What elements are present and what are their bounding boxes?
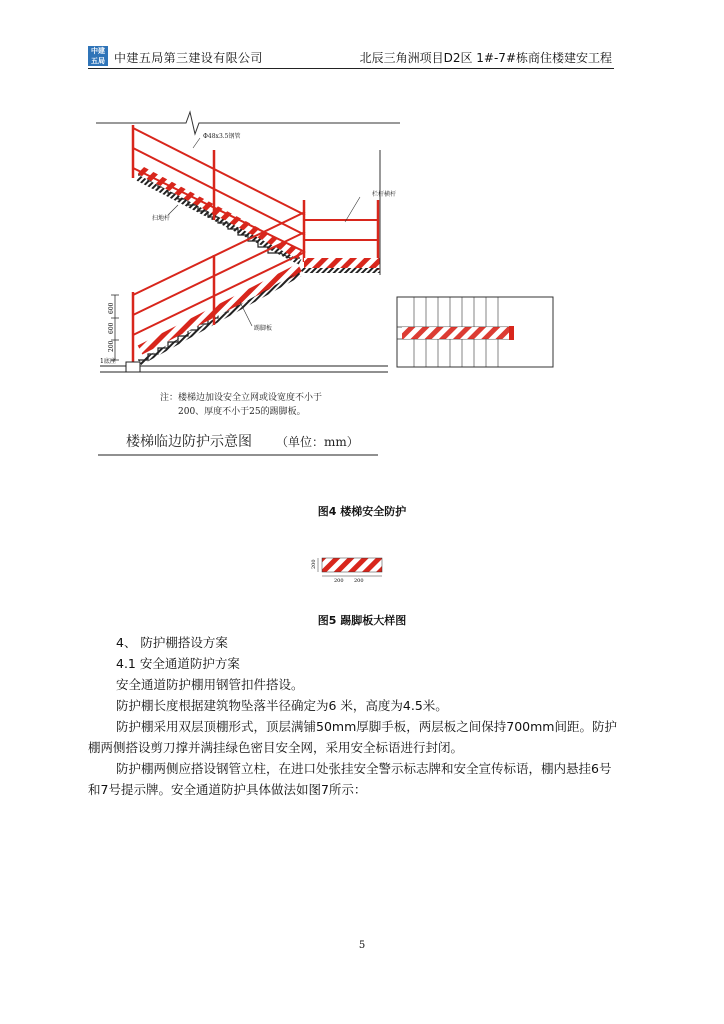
logo-text-top: 中建	[91, 47, 105, 55]
toe-label: 踢脚板	[254, 325, 273, 332]
paragraph-2: 防护棚长度根据建筑物坠落半径确定为6 米，高度为4.5米。	[116, 698, 448, 713]
lower-flight	[138, 268, 300, 363]
drawing-unit-text: （单位：mm）	[276, 435, 359, 449]
plan-view	[397, 297, 553, 367]
detail-width-label-1: 200	[334, 578, 344, 584]
landing	[300, 150, 380, 275]
floor-label: 1底座	[100, 358, 116, 365]
paragraph-4: 防护棚两侧应搭设钢管立柱，在进口处张挂安全警示标志牌和安全宣传标语，棚内悬挂6号和7号提示牌。安全通道防护具体做法如图7所示：	[88, 761, 612, 797]
drawing-labels	[152, 132, 396, 332]
dim-label-3: 600	[108, 302, 115, 314]
section-heading: 4、 防护棚搭设方案	[116, 635, 228, 650]
break-line	[96, 112, 400, 134]
detail-width-label-2: 200	[354, 578, 364, 584]
dim-label-2: 600	[108, 322, 115, 334]
paragraph-3: 防护棚采用双层顶棚形式，顶层满铺50mm厚脚手板，两层板之间保持700mm间距。防护棚两侧搭设剪刀撑并满挂绿色密目安全网，采用安全标语进行封闭。	[88, 719, 617, 755]
company-name: 中建五局第三建设有限公司	[114, 51, 263, 65]
note-line-2: 200、厚度不小于25的踢脚板。	[178, 407, 306, 417]
project-name: 北辰三角洲项目D2区 1#-7#栋商住楼建安工程	[359, 51, 612, 65]
dim-label-1: 200	[108, 340, 115, 352]
pipe-label: Φ48x3.5钢管	[203, 133, 241, 140]
page-number: 5	[358, 940, 366, 951]
stair-protection-figure	[0, 0, 724, 470]
paragraph-1: 安全通道防护棚用钢管扣件搭设。	[116, 677, 304, 692]
body-text	[88, 632, 618, 800]
figure-note	[160, 391, 322, 417]
figure4-caption: 图4 楼梯安全防护	[317, 505, 407, 518]
figure5-caption: 图5 踢脚板大样图	[317, 614, 407, 627]
rail-label: 栏杆横杆	[372, 191, 397, 198]
subsection-heading: 4.1 安全通道防护方案	[116, 656, 240, 671]
drawing-title	[98, 433, 378, 455]
height-dimension	[100, 295, 119, 365]
drawing-title-text: 楼梯临边防护示意图	[126, 434, 252, 450]
detail-height-label: 200	[311, 559, 317, 569]
post-label: 扫地杆	[152, 215, 171, 222]
logo-text-bottom: 五局	[91, 57, 105, 65]
note-line-1: 注：楼梯边加设安全立网或设宽度不小于	[160, 393, 323, 403]
toe-board-detail	[0, 552, 724, 592]
